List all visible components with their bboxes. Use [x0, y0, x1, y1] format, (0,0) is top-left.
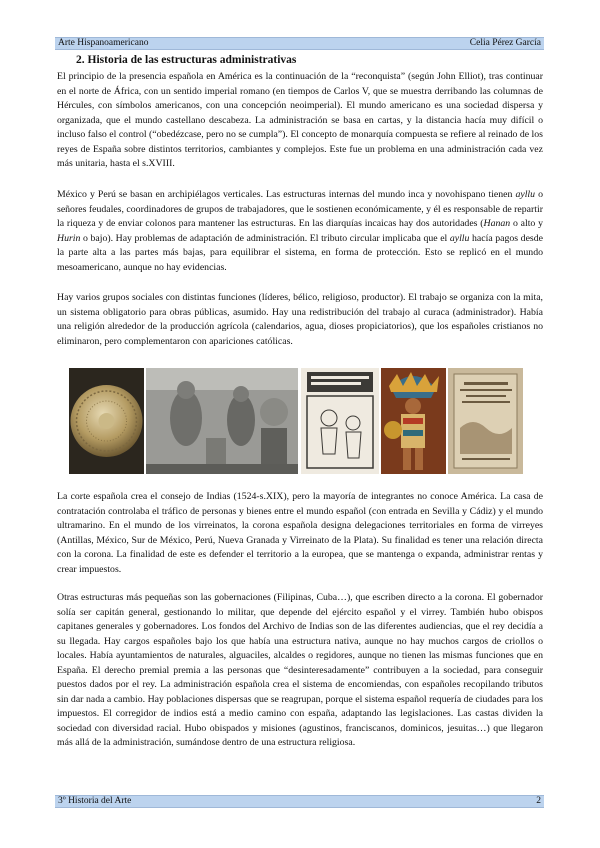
italic-term: ayllu [515, 189, 536, 200]
header-author: Celia Pérez García [469, 38, 541, 48]
codex-illustration-image [301, 368, 379, 474]
paragraph-gobernaciones [57, 591, 543, 751]
stone-relief-figures-image [146, 368, 298, 474]
footer-course: 3º Historia del Arte [58, 796, 132, 806]
page-number: 2 [536, 796, 541, 806]
old-book-engraving-image [448, 368, 523, 474]
text-run: México y Perú se basan en archipiélagos verticales. Las estructuras internas del mundo inca y novohispano tienen [57, 189, 516, 200]
italic-term: Hurin [57, 232, 81, 244]
text-run: Otras estructuras más pequeñas son las gobernaciones (Filipinas, Cuba…), que escriben directo a la corona. El gobernador solía ser capitán general, gestionando lo militar, que depende del ejército español y el virrey. También hubo obispos capitanes generales y gobernadores. Los fondos del Archivo de Indias son de las diferentes audiencias, que el rey decidía a su llegada. Hay cargos españoles bajo los que había una estructura nativa, aunque no hay muchos cargos de criollos o locales. Había ayuntamientos de naturales, alguaciles, alcaldes o regidores, aunque no tienen las mismas funciones que en España. El derecho premial premia a las personas que “desinteresadamente” contribuyen a la sociedad, para conseguir puestos dados por el rey. La administración española crea el sistema de encomiendas, con españoles recopilando tributos sin dar nada a cambio. Hay poblaciones dispersas que se reagrupan, porque el sistema español requería de ciudades para los impuestos. El corregidor de indios está a medio camino con españa, adaptando las legislaciones. Las castas dividen la sociedad con diversidad racial. Hubo obispados y misiones (agustinos, franciscanos, dominicos, jesuitas…) que llegaron más allá de la administración, sumándose dentro de una estructura religiosa. [57, 592, 543, 748]
text-run: o alto y [510, 218, 543, 229]
text-run: La corte española crea el consejo de Indias (1524-s.XIX), pero la mayoría de integrantes no conoce América. La casa de contratación controlaba el tráfico de personas y bienes entre el mundo español (con entrada en Sevilla y Cádiz) y el mundo ultramarino. En el mundo de los virreinatos, la corona española designa delegaciones territoriales en forma de virreyes (Antillas, México, Sur de México, Perú, Nueva Granada y Virreinato de la Plata). Su finalidad es tener una relación directa con la corona. La finalidad de este es defender el territorio a la europea, que se mantenga o expanda, administrar rentas y crear impuestos. [57, 491, 543, 575]
paragraph-consejo-indias [57, 490, 543, 577]
text-run: o bajo). Hay problemas de adaptación de administración. El tributo circular implicaba que el [80, 232, 450, 244]
text-run: El principio de la presencia española en América es la continuación de la “reconquista” (según John Elliot), tras continuar en el norte de África, con un sentido imperial romano (en tiempos de Carlos V, que se muestra derribando las columnas de Hércules, con símbolos americanos, con una concepción neoimperial). El mundo americano es una sociedad dispersa y organizada, que el mundo castellano descabeza. La administración se basa en cartas, y la distancia hacía muy difícil o incluso falso el control (“obedézcase, pero no se cumpla”). El concepto de monarquía compuesta se refiere al reinado de los reyes de España sobre distintos territorios, cambiantes y complejos. Este fue un problema en una administración cada vez más unitaria, hasta el s.XVIII. [57, 71, 543, 169]
page-header [55, 37, 544, 50]
aztec-warrior-figure-image [381, 368, 446, 474]
section-title: 2. Historia de las estructuras administrativas [76, 54, 297, 66]
paragraph-reconquista [57, 70, 543, 172]
embossed-gold-disc-image [69, 368, 144, 474]
paragraph-social-groups [57, 291, 543, 349]
text-run: hacía pagos desde la parte alta a las partes más bajas, para equilibrar el sistema, en forma de protección. Esto se replicó en el mundo mesoamericano, aunque no hay evidencias. [57, 232, 543, 273]
header-course-title: Arte Hispanoamericano [58, 38, 149, 48]
italic-term: Hanan [483, 218, 511, 229]
paragraph-mexico-peru [57, 188, 543, 275]
text-run: o señores feudales, coordinadores de grupos de trabajadores, que le sostienen económicamente, y él es responsable de repartir la riqueza y de enviar colonos para mantener las estructuras. En las diarquías incaicas hay dos autoridades ( [57, 189, 543, 229]
italic-term: ayllu [449, 232, 470, 244]
text-run: Hay varios grupos sociales con distintas funciones (líderes, bélico, religioso, productor). El trabajo se organiza con la mita, un sistema obligatorio para obras públicas, asumido. Hay una redistribución del trabajo al curaca (administrador). Había una religión alrededor de la producción agrícola (calendarios, agua, dioses propiciatorios), que los españoles cristianos no eliminaron, pero complementaron con apariciones católicas. [57, 292, 543, 347]
page-footer [55, 795, 544, 808]
